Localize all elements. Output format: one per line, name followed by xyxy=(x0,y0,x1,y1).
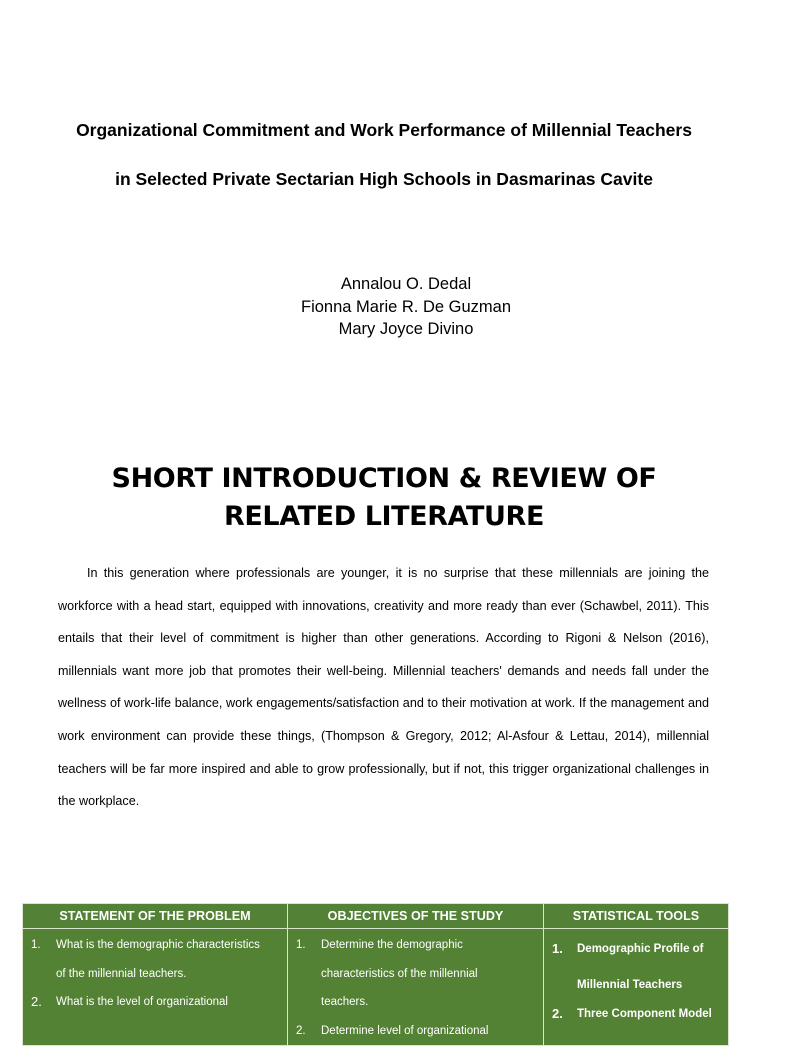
list-number: 2. xyxy=(296,1024,306,1037)
list-text: teachers. xyxy=(321,996,369,1008)
list-item xyxy=(544,931,728,1003)
intro-paragraph: In this generation where professionals are younger, it is no surprise that these millennials are joining the workforce with a head start, equipped with innovations, creativity and more ready than ever (Schawbel, 2011). This entails that their level of commitment is higher than other generations. According to Rigoni & Nelson (2016), millennials want more job that promotes their well-being. Millennial teachers' demands and needs fall under the wellness of work-life balance, work engagements/satisfaction and to their motivation at work. If the management and work environment can provide these things, (Thompson & Gregory, 2012; Al-Asfour & Lettau, 2014), millennial teachers will be far more inspired and able to grow professionally, but if not, this trigger organizational challenges in the workplace. xyxy=(58,566,709,809)
author-list xyxy=(0,273,812,341)
list-item xyxy=(288,1017,543,1046)
list-item xyxy=(23,988,287,1017)
list-text: What is the demographic characteristics xyxy=(56,939,260,951)
list-number: 1. xyxy=(552,941,563,956)
document-title-line-2: in Selected Private Sectarian High Schools in Dasmarinas Cavite xyxy=(115,169,653,189)
list-text: Determine level of organizational xyxy=(321,1024,489,1037)
header-objectives: OBJECTIVES OF THE STUDY xyxy=(288,904,544,929)
problems-cell xyxy=(23,929,288,1046)
list-text: Demographic Profile of xyxy=(577,943,704,955)
list-item xyxy=(544,1003,728,1025)
header-statistical-tools: STATISTICAL TOOLS xyxy=(544,904,729,929)
tools-cell xyxy=(544,929,729,1046)
list-text: What is the level of organizational xyxy=(56,996,228,1008)
author-name: Annalou O. Dedal xyxy=(340,275,472,293)
author-name: Mary Joyce Divino xyxy=(338,320,474,338)
section-heading-line-2: RELATED LITERATURE xyxy=(224,501,544,532)
document-title-line-1: Organizational Commitment and Work Performance of Millennial Teachers xyxy=(76,120,692,140)
list-text: Millennial Teachers xyxy=(577,979,683,991)
list-number: 2. xyxy=(552,1006,563,1021)
list-text: Three Component Model xyxy=(577,1008,712,1020)
list-item xyxy=(288,931,543,1017)
list-number: 2. xyxy=(31,994,42,1009)
header-statement-of-problem: STATEMENT OF THE PROBLEM xyxy=(23,904,288,929)
research-framework-table xyxy=(22,903,728,1037)
section-heading xyxy=(0,460,768,536)
list-item xyxy=(23,931,287,988)
list-text: of the millennial teachers. xyxy=(56,967,187,980)
list-number: 1. xyxy=(296,939,306,951)
objectives-cell xyxy=(288,929,544,1046)
author-name: Fionna Marie R. De Guzman xyxy=(301,297,511,316)
list-text: Determine the demographic xyxy=(321,939,463,951)
section-heading-line-1: SHORT INTRODUCTION & REVIEW OF xyxy=(111,463,657,494)
list-text: characteristics of the millennial xyxy=(321,967,478,980)
list-number: 1. xyxy=(31,939,41,951)
